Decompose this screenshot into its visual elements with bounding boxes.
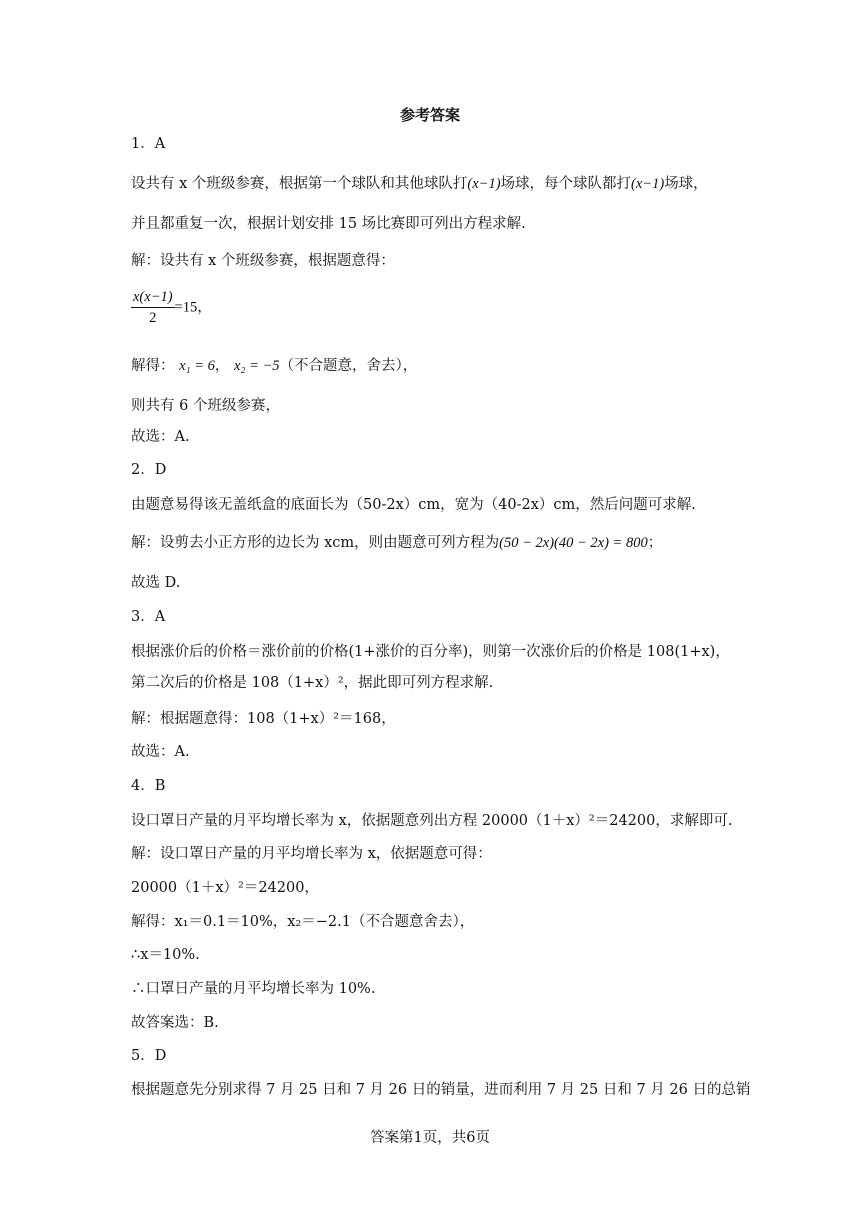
- q1-text-part: 场球，每个球队都打: [500, 176, 632, 192]
- q1-result-label: 解得：: [131, 358, 175, 374]
- q1-text-part: 场球，: [664, 176, 708, 192]
- q1-fraction-denominator: 2: [149, 310, 157, 326]
- q1-answer: 1．A: [131, 136, 166, 152]
- q3-answer: 3．A: [131, 609, 166, 625]
- q1-result-note: （不合题意，舍去），: [279, 358, 418, 374]
- q1-equation-rhs: =15，: [174, 299, 212, 316]
- q2-solution-text: ；: [647, 535, 663, 551]
- page-title: 参考答案: [399, 106, 460, 124]
- q4-equation: 20000（1＋x）²＝24200，: [131, 880, 319, 896]
- q2-equation: (50 − 2x)(40 − 2x) = 800: [499, 535, 648, 551]
- q1-solution: 解：设共有 x 个班级参赛，根据题意得：: [131, 253, 395, 269]
- q2-analysis: 由题意易得该无盖纸盒的底面长为（50-2x）cm，宽为（40-2x）cm，然后问题可求解.: [131, 497, 696, 513]
- q4-result: 解得：x₁＝0.1＝10%，x₂＝−2.1（不合题意舍去），: [131, 914, 475, 930]
- q3-solution: 解：根据题意得：108（1+x）²＝168，: [131, 711, 396, 727]
- q5-analysis: 根据题意先分别求得 7 月 25 日和 7 月 26 日的销量，进而利用 7 月 25 日和 7 月 26 日的总销: [131, 1082, 751, 1098]
- q2-choice: 故选 D.: [131, 575, 181, 591]
- q1-analysis-line1: [131, 174, 708, 194]
- q1-result: 解得： x₁ = 6， x₂ = −5（不合题意，舍去），: [131, 358, 418, 374]
- q3-analysis-line1: 根据涨价后的价格＝涨价前的价格(1+涨价的百分率)，则第一次涨价后的价格是 108(1+x)，: [131, 644, 730, 660]
- q1-conclusion: 则共有 6 个班级参赛，: [131, 398, 280, 414]
- q1-result-x1: x₁ = 6: [179, 358, 215, 374]
- q5-answer: 5．D: [131, 1048, 167, 1064]
- q2-solution: [131, 533, 662, 553]
- q4-answer: 4．B: [131, 778, 166, 794]
- q1-fraction-numerator: x(x−1): [131, 288, 175, 308]
- q3-analysis-line2: 第二次后的价格是 108（1+x）²，据此即可列方程求解.: [131, 675, 494, 691]
- q1-result-x2: x₂ = −5: [233, 358, 280, 374]
- q1-expr-x-minus-1: (x−1): [467, 176, 501, 192]
- q1-fraction: [131, 288, 175, 327]
- q1-text-part: 设共有 x 个班级参赛，根据第一个球队和其他球队打: [131, 176, 468, 192]
- q4-analysis: 设口罩日产量的月平均增长率为 x，依据题意列出方程 20000（1＋x）²＝24200，求解即可.: [131, 813, 733, 829]
- q4-therefore-rate: ∴口罩日产量的月平均增长率为 10%.: [131, 981, 376, 997]
- q4-therefore-x: ∴x＝10%.: [131, 947, 200, 963]
- q2-answer: 2．D: [131, 462, 167, 478]
- q1-analysis-line2: 并且都重复一次，根据计划安排 15 场比赛即可列出方程求解.: [131, 216, 526, 232]
- q1-expr-x-minus-1: (x−1): [631, 176, 665, 192]
- q1-equation: [131, 288, 212, 327]
- page-footer: 答案第1页，共6页: [370, 1130, 490, 1146]
- q3-choice: 故选：A.: [131, 744, 190, 760]
- q4-choice: 故答案选：B.: [131, 1015, 219, 1031]
- q4-solution: 解：设口罩日产量的月平均增长率为 x，依据题意可得：: [131, 846, 492, 862]
- q1-choice: 故选：A.: [131, 429, 190, 445]
- q2-solution-text: 解：设剪去小正方形的边长为 xcm，则由题意可列方程为: [131, 535, 500, 551]
